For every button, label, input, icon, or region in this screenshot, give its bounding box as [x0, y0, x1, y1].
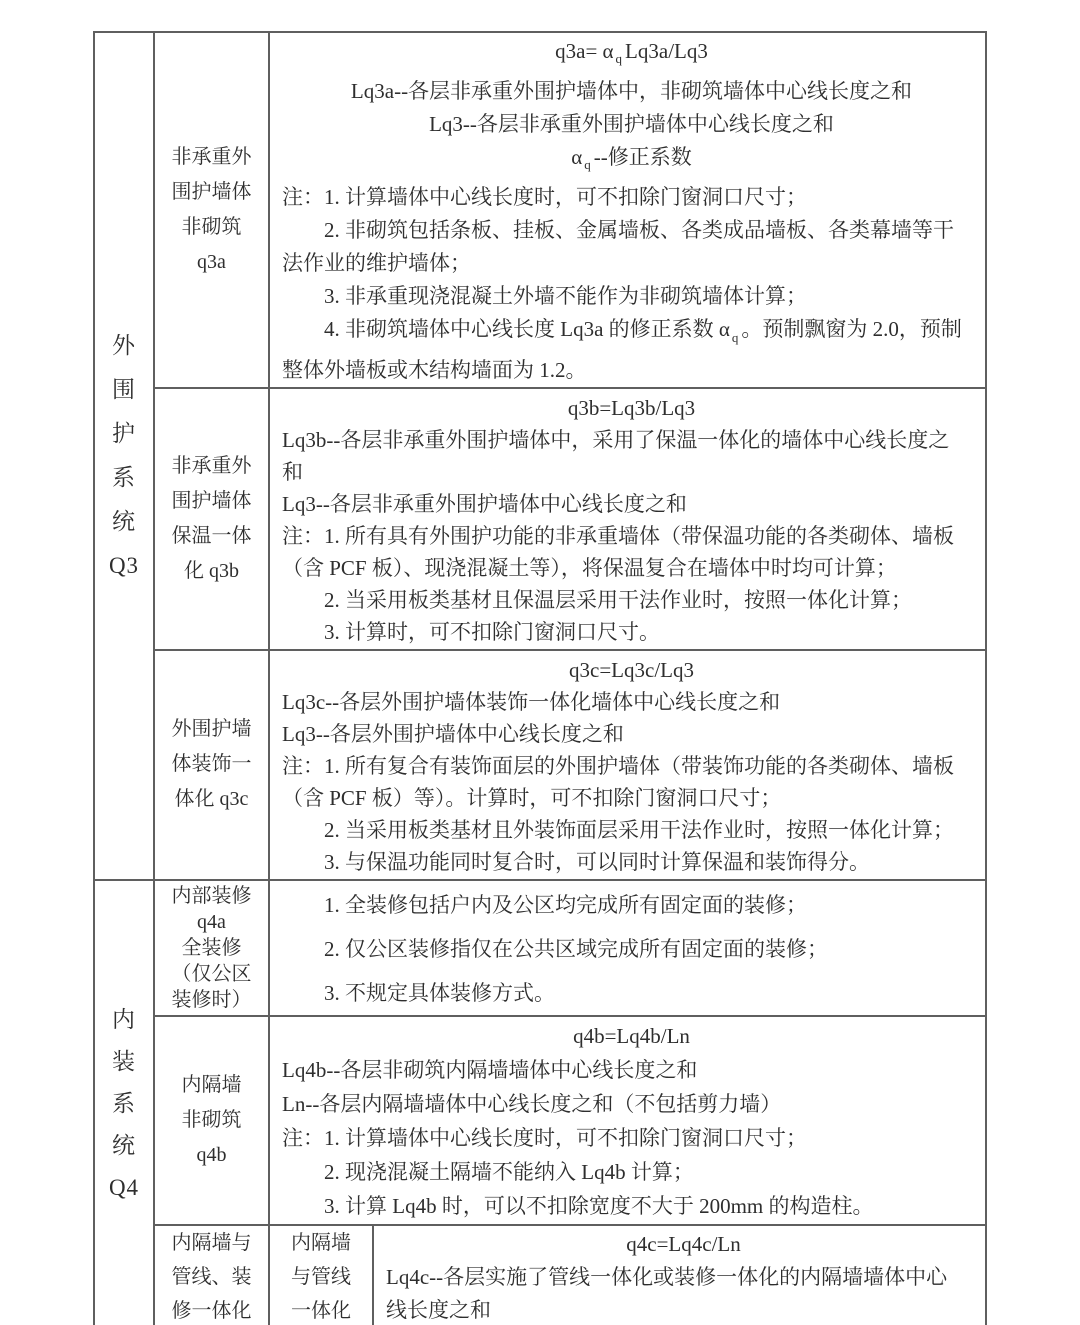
formula-subscript: q: [615, 51, 623, 67]
formula-line: q3c=Lq3c/Lq3: [569, 657, 694, 682]
label-line: q3a: [197, 250, 226, 273]
scoring-rules-table: [93, 31, 987, 1325]
formula-subscript: q: [584, 157, 591, 173]
group-char: 系: [112, 464, 136, 490]
note-pre: 4. 非砌筑墙体中心线长度 Lq3a 的修正系数 α: [324, 317, 730, 342]
text-line: Lq3--各层外围护墙体中心线长度之和: [282, 721, 624, 746]
note-post: 。预制飘窗为 2.0，预制: [741, 317, 962, 342]
label-cell-q4b: [154, 1016, 269, 1225]
content-cell-q4c: [373, 1225, 986, 1325]
formula-line: q4c=Lq4c/Ln: [626, 1232, 741, 1257]
label-line: 与管线: [291, 1265, 351, 1288]
text-line: Lq4c--各层实施了管线一体化或装修一体化的内隔墙墙体中心: [386, 1265, 948, 1290]
text-line: Lq3c--各层外围护墙体装饰一体化墙体中心线长度之和: [282, 689, 781, 714]
note-line: 法作业的维护墙体；: [282, 251, 471, 276]
label-line: 化 q3b: [184, 559, 239, 582]
note-line: 2. 非砌筑包括条板、挂板、金属墙板、各类成品墙板、各类幕墙等干: [324, 218, 954, 243]
label-cell-q4c-inner: [269, 1225, 373, 1325]
label-line: 装修时）: [171, 988, 252, 1011]
text-line: Lq4b--各层非砌筑内隔墙墙体中心线长度之和: [282, 1058, 698, 1083]
note-line: 2. 当采用板类基材且保温层采用干法作业时，按照一体化计算；: [324, 587, 912, 612]
note-line: 3. 计算 Lq4b 时，可以不扣除宽度不大于 200mm 的构造柱。: [324, 1194, 874, 1219]
formula-line: q3b=Lq3b/Lq3: [567, 395, 696, 420]
label-line: 一体化: [291, 1299, 351, 1322]
note-line: 注：1. 计算墙体中心线长度时，可不扣除门窗洞口尺寸；: [282, 1126, 807, 1151]
label-line: （仅公区: [171, 962, 252, 985]
group-char: 内: [112, 1007, 136, 1033]
note-line: 注：1. 计算墙体中心线长度时，可不扣除门窗洞口尺寸；: [282, 185, 807, 210]
note-line: 3. 非承重现浇混凝土外墙不能作为非砌筑墙体计算；: [324, 284, 807, 309]
note-line: （含 PCF 板）等）。计算时，可不扣除门窗洞口尺寸；: [282, 785, 782, 810]
note-subscript: q: [731, 329, 739, 345]
label-line: 围护墙体: [171, 180, 252, 203]
formula-post: Lq3a/Lq3: [625, 39, 708, 63]
note-line: [282, 313, 981, 353]
label-line: 外围护墙: [171, 718, 252, 741]
group-char: 围: [112, 376, 136, 402]
label-line: 管线、装: [171, 1265, 252, 1288]
content-cell-q3b: [269, 388, 986, 650]
text-line: Ln--各层内隔墙墙体中心线长度之和（不包括剪力墙）: [282, 1092, 782, 1117]
content-cell-q3c: [269, 650, 986, 880]
label-cell-q4a: [154, 880, 269, 1016]
formula-line: q4b=Lq4b/Ln: [573, 1024, 690, 1049]
note-line: 3. 与保温功能同时复合时，可以同时计算保温和装饰得分。: [324, 849, 870, 874]
note-line: （含 PCF 板）、现浇混凝土等），将保温复合在墙体中时均可计算；: [282, 555, 897, 580]
note-line: 1. 全装修包括户内及公区均完成所有固定面的装修；: [324, 892, 807, 917]
label-line: 非砌筑: [181, 1108, 242, 1131]
label-cell-q3c: [154, 650, 269, 880]
group-char: Q3: [108, 552, 140, 578]
label-line: 非承重外: [171, 145, 252, 168]
note-line: 注：1. 所有具有外围护功能的非承重墙体（带保温功能的各类砌体、墙板: [282, 523, 954, 548]
note-line: 3. 计算时，可不扣除门窗洞口尺寸。: [324, 619, 660, 644]
formula-pre: α: [571, 145, 583, 170]
formula-line: [282, 35, 981, 75]
label-cell-q3b: [154, 388, 269, 650]
text-line: Lq3a--各层非承重外围护墙体中，非砌筑墙体中心线长度之和: [350, 79, 913, 104]
group-q3-vertical-text: [95, 324, 153, 588]
group-q4-vertical-text: [95, 999, 153, 1209]
text-line: Lq3--各层非承重外围护墙体中心线长度之和: [282, 491, 687, 516]
group-char: 系: [112, 1091, 136, 1117]
text-line: Lq3--各层非承重外围护墙体中心线长度之和: [429, 112, 834, 137]
label-cell-q3a: [154, 32, 269, 388]
text-line: 和: [282, 459, 303, 484]
text-line: Lq3b--各层非承重外围护墙体中，采用了保温一体化的墙体中心线长度之: [282, 427, 950, 452]
label-line: 全装修: [181, 936, 242, 959]
note-line: 整体外墙板或木结构墙面为 1.2。: [282, 357, 587, 382]
label-line: 内部装修: [171, 884, 252, 907]
group-cell-q4: [94, 880, 154, 1325]
content-cell-q4a: [269, 880, 986, 1016]
content-cell-q3a: [269, 32, 986, 388]
note-line: 2. 现浇混凝土隔墙不能纳入 Lq4b 计算；: [324, 1160, 694, 1185]
label-line: 修一体化: [171, 1299, 252, 1322]
note-line: 2. 仅公区装修指仅在公共区域完成所有固定面的装修；: [324, 936, 828, 961]
group-char: 护: [112, 420, 136, 446]
text-line: 线长度之和: [386, 1298, 491, 1323]
label-line: 体化 q3c: [174, 788, 249, 811]
note-line: 2. 当采用板类基材且外装饰面层采用干法作业时，按照一体化计算；: [324, 817, 954, 842]
label-line: 围护墙体: [171, 489, 252, 512]
label-line: q4b: [196, 1143, 227, 1166]
label-line: 非承重外: [171, 454, 252, 477]
label-line: 内隔墙与: [171, 1231, 252, 1254]
group-cell-q3: [94, 32, 154, 880]
group-char: 统: [112, 508, 136, 534]
label-line: 体装饰一: [171, 753, 252, 776]
formula-line: [282, 141, 981, 181]
label-cell-q4c-outer: [154, 1225, 269, 1325]
group-char: 统: [112, 1133, 136, 1159]
note-line: 注：1. 所有复合有装饰面层的外围护墙体（带装饰功能的各类砌体、墙板: [282, 753, 954, 778]
label-line: q4a: [197, 910, 226, 933]
label-line: 保温一体: [171, 524, 252, 547]
note-line: 3. 不规定具体装修方式。: [324, 980, 555, 1005]
formula-post: --修正系数: [593, 145, 692, 170]
group-char: 外: [112, 332, 136, 358]
formula-pre: q3a= α: [555, 39, 614, 63]
label-line: 内隔墙: [181, 1073, 242, 1096]
content-cell-q4b: [269, 1016, 986, 1225]
label-line: 非砌筑: [181, 215, 242, 238]
group-char: 装: [112, 1049, 136, 1075]
group-char: Q4: [108, 1175, 140, 1201]
label-line: 内隔墙: [291, 1231, 351, 1254]
